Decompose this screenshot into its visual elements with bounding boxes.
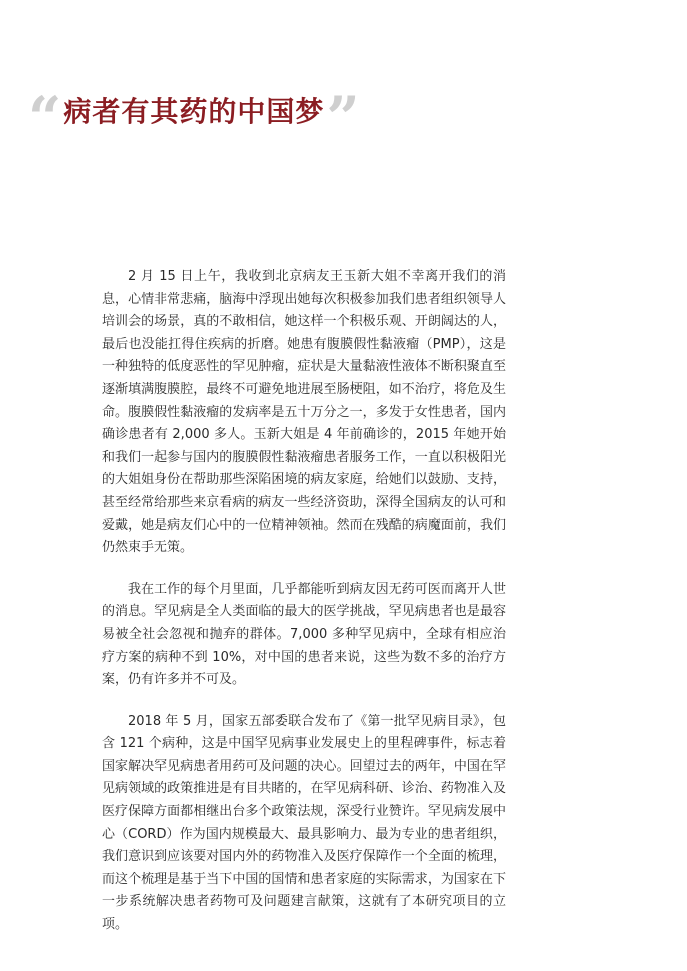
right-double-quote-icon: ” xyxy=(326,84,360,152)
paragraph-1: 2 月 15 日上午，我收到北京病友王玉新大姐不幸离开我们的消息，心情非常悲痛，脑海中浮现出她每次积极参加我们患者组织领导人培训会的场景，真的不敢相信，她这样一个积极乐观、开朗阔达的人，最后也没能扛得住疾病的折磨。她患有腹膜假性黏液瘤（PMP），这是一种独特的低度恶性的罕见肿瘤，症状是大量黏液性液体不断积聚直至逐渐填满腹膜腔，最终不可避免地进展至肠梗阻，如不治疗，将危及生命。腹膜假性黏液瘤的发病率是五十万分之一，多发于女性患者，国内确诊患者有 2,000 多人。玉新大姐是 4 年前确诊的，2015 年她开始和我们一起参与国内的腹膜假性黏液瘤患者服务工作，一直以积极阳光的大姐姐身份在帮助那些深陷困境的病友家庭，给她们以鼓励、支持，甚至经常给那些来京看病的病友一些经济资助，深得全国病友的认可和爱戴，她是病友们心中的一位精神领袖。然而在残酷的病魔面前，我们仍然束手无策。 xyxy=(102,269,506,556)
left-double-quote-icon: “ xyxy=(28,84,62,152)
paragraph-2: 我在工作的每个月里面，几乎都能听到病友因无药可医而离开人世的消息。罕见病是全人类面临的最大的医学挑战，罕见病患者也是最容易被全社会忽视和抛弃的群体。7,000 多种罕见病中，全球有相应治疗方案的病种不到 10%，对中国的患者来说，这些为数不多的治疗方案，仍有许多并不可及。 xyxy=(102,581,506,688)
paragraph-3: 2018 年 5 月，国家五部委联合发布了《第一批罕见病目录》，包含 121 个病种，这是中国罕见病事业发展史上的里程碑事件，标志着国家解决罕见病患者用药可及问题的决心。回望过去的两年，中国在罕见病领域的政策推进是有目共睹的，在罕见病科研、诊治、药物准入及医疗保障方面都相继出台多个政策法规，深受行业赞许。罕见病发展中心（CORD）作为国内规模最大、最具影响力、最为专业的患者组织，我们意识到应该要对国内外的药物准入及医疗保障作一个全面的梳理，而这个梳理是基于当下中国的国情和患者家庭的实际需求，为国家在下一步系统解决患者药物可及问题建言献策，这就有了本研究项目的立项。 xyxy=(102,713,506,933)
title-row xyxy=(28,84,360,152)
page-title: 病者有其药的中国梦 xyxy=(63,95,325,128)
article-body xyxy=(102,266,506,956)
